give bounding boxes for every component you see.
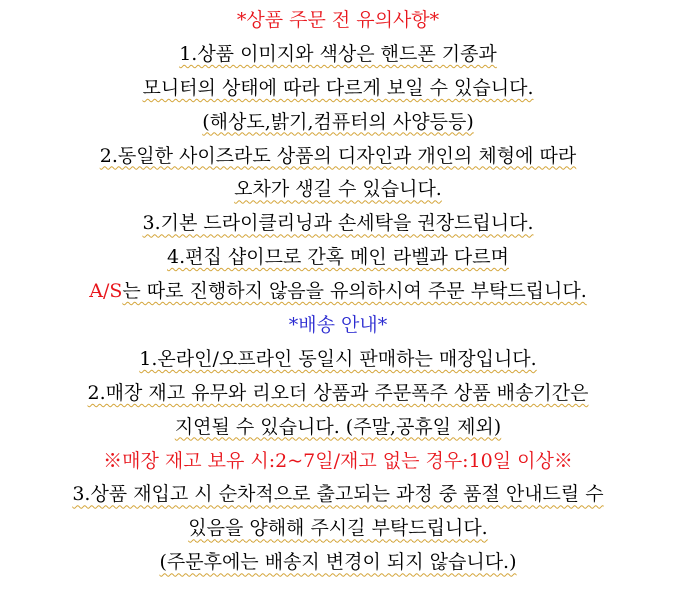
shipping-line-3: 지연될 수 있습니다. (주말,공휴일 제외) bbox=[174, 415, 502, 438]
shipping-line-6: (주문후에는 배송지 변경이 되지 않습니다.) bbox=[159, 551, 517, 574]
caution-line-5: 오차가 생길 수 있습니다. bbox=[234, 178, 442, 201]
as-notice-line bbox=[0, 275, 676, 309]
caution-line-2: 모니터의 상태에 따라 다르게 보일 수 있습니다. bbox=[142, 76, 534, 99]
caution-line-4: 2.동일한 사이즈라도 상품의 디자인과 개인의 체형에 따라 bbox=[99, 144, 577, 167]
shipping-line-4: 3.상품 재입고 시 순차적으로 출고되는 과정 중 품절 안내드릴 수 bbox=[72, 483, 604, 506]
caution-title: *상품 주문 전 유의사항* bbox=[236, 9, 440, 31]
caution-line-6: 3.기본 드라이클리닝과 손세탁을 권장드립니다. bbox=[142, 212, 534, 235]
shipping-line-5: 있음을 양해해 주시길 부탁드립니다. bbox=[188, 517, 488, 540]
caution-line-3: (해상도,밝기,컴퓨터의 사양등등) bbox=[202, 110, 474, 133]
caution-line-7: 4.편집 샵이므로 간혹 메인 라벨과 다르며 bbox=[167, 246, 509, 269]
shipping-line-2: 2.매장 재고 유무와 리오더 상품과 주문폭주 상품 배송기간은 bbox=[87, 381, 589, 404]
shipping-line-1: 1.온라인/오프라인 동일시 판매하는 매장입니다. bbox=[139, 347, 537, 370]
shipping-title: *배송 안내* bbox=[288, 314, 388, 337]
as-label: A/S bbox=[89, 280, 123, 303]
caution-line-1: 1.상품 이미지와 색상은 핸드폰 기종과 bbox=[179, 42, 497, 65]
as-notice-text: 는 따로 진행하지 않음을 유의하시여 주문 부탁드립니다. bbox=[122, 280, 587, 303]
stock-notice: ※매장 재고 보유 시:2~7일/재고 없는 경우:10일 이상※ bbox=[103, 449, 573, 472]
